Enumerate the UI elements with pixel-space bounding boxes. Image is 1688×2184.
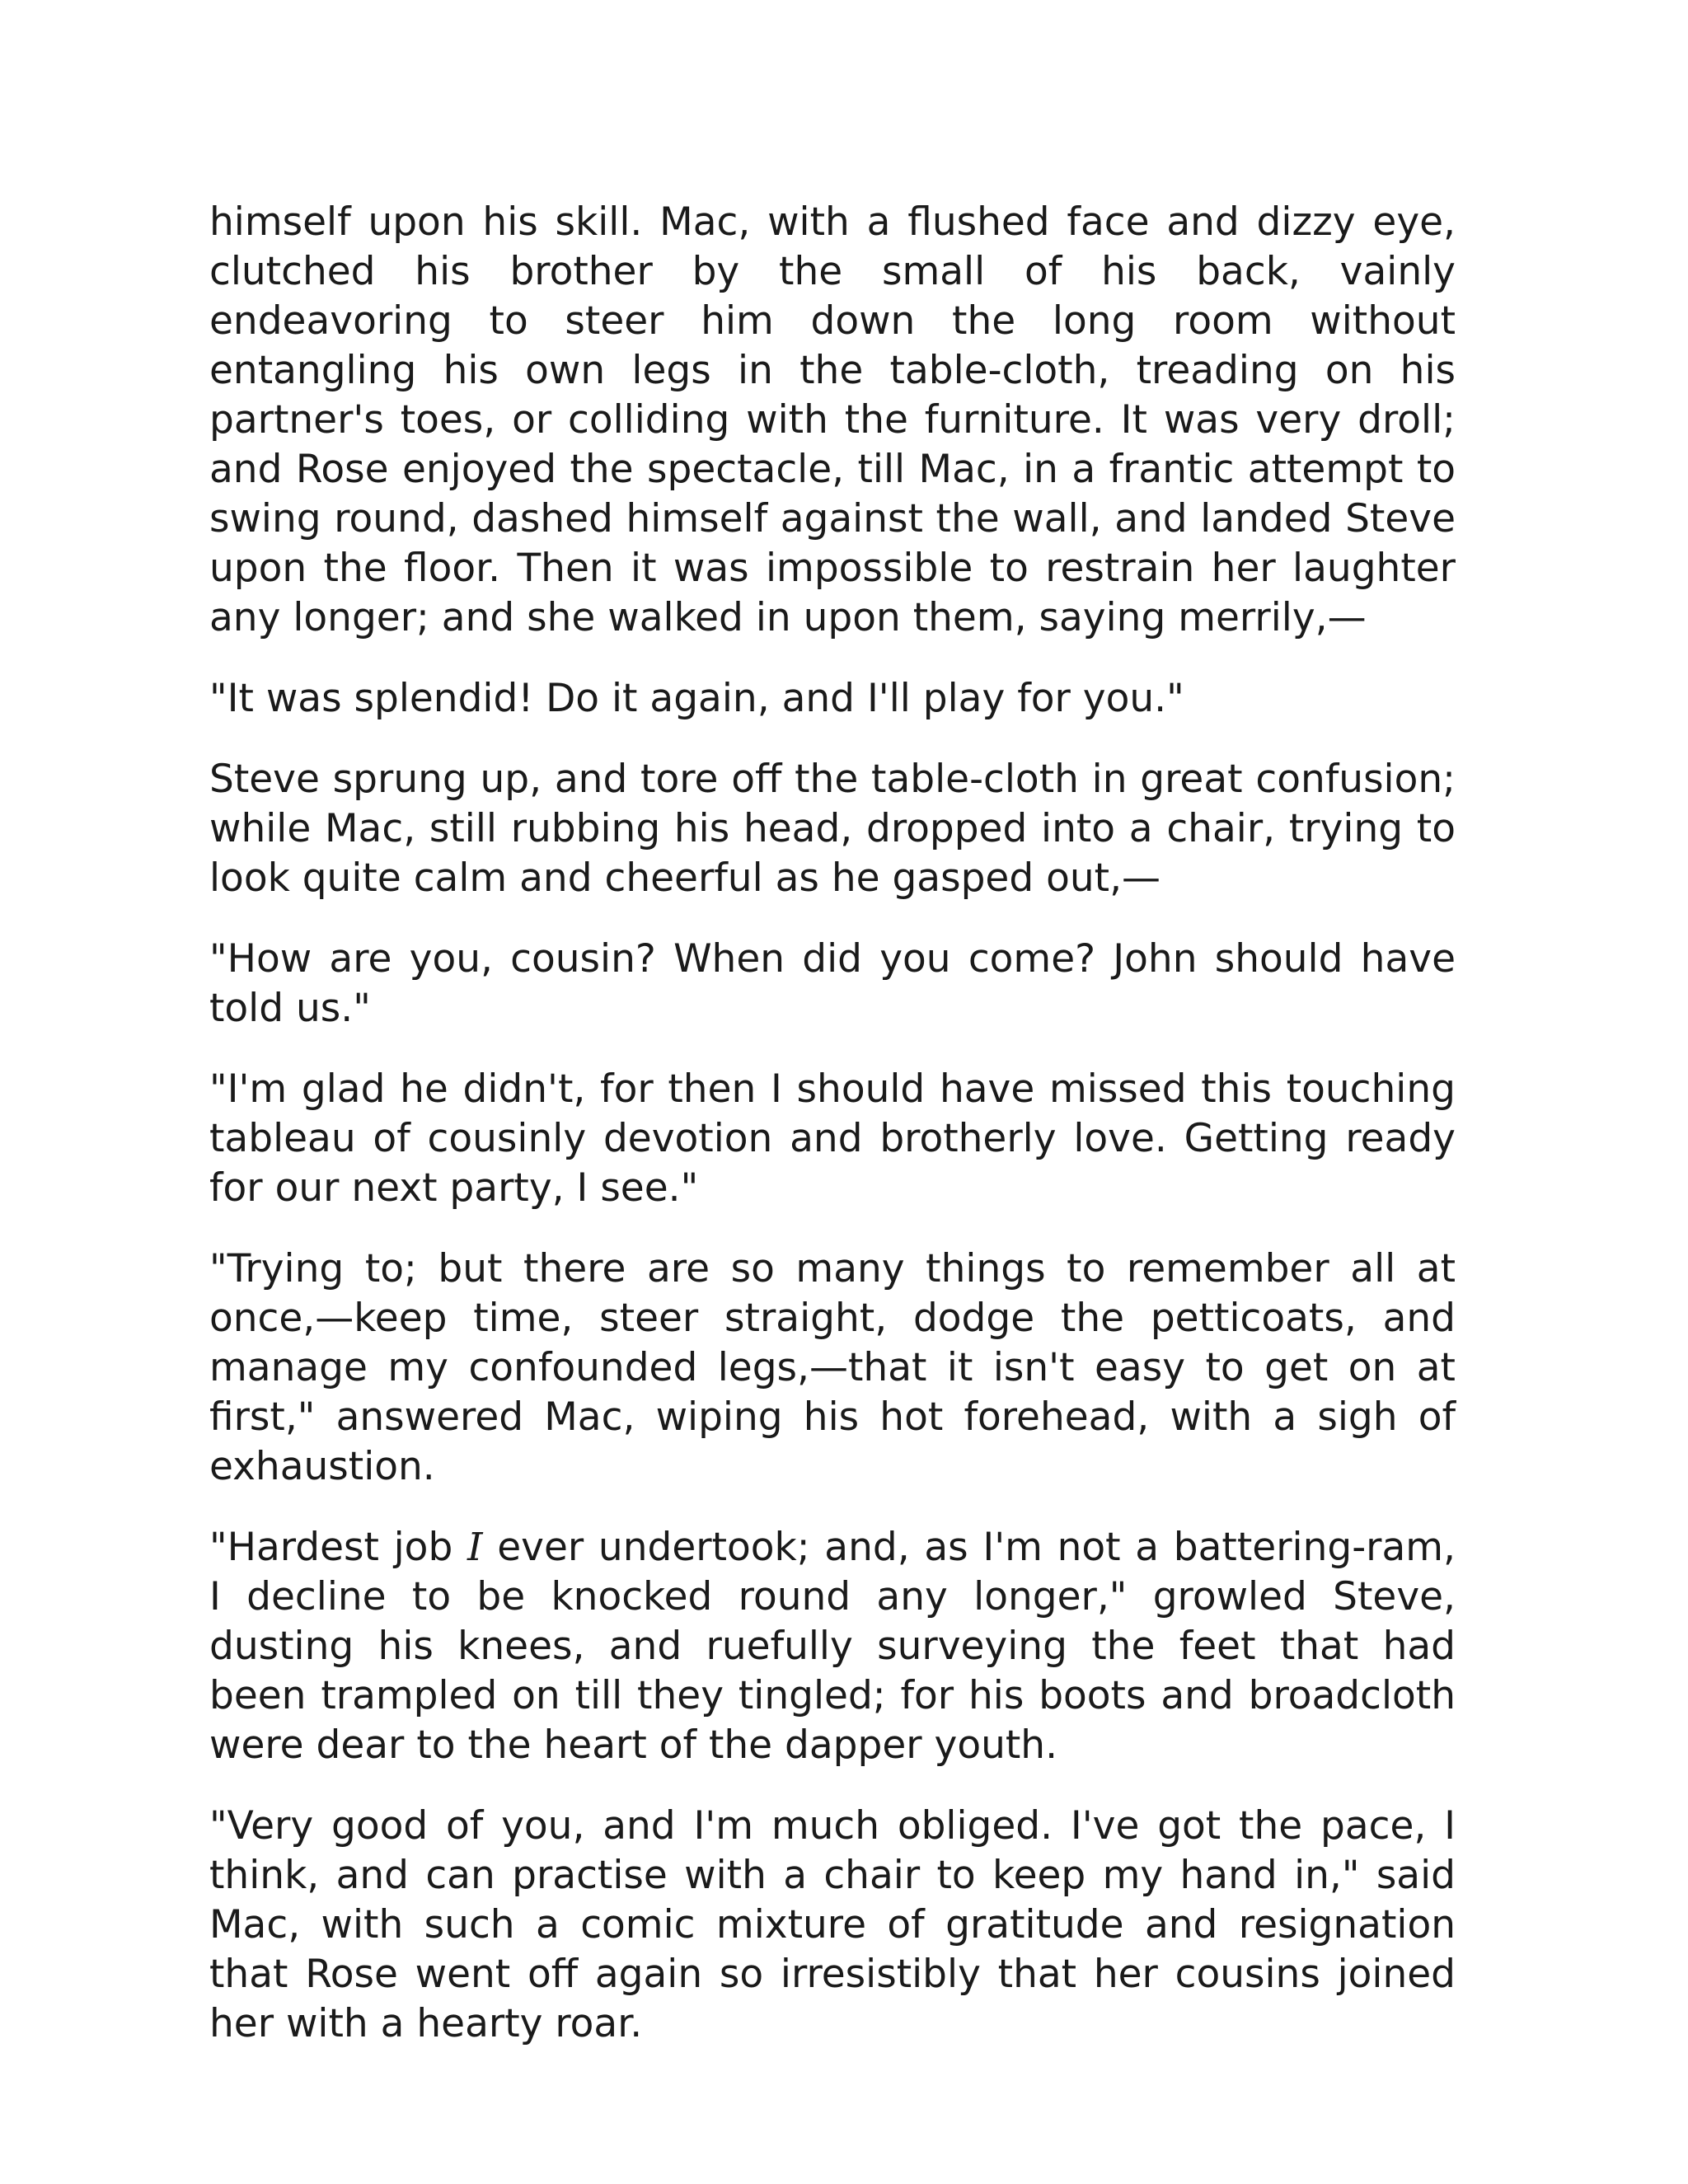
paragraph-5: "I'm glad he didn't, for then I should have missed this touching tableau of cousinly devotion and brotherly love. Getting ready for our next party, I see." <box>209 1066 1456 1211</box>
paragraph-2: "It was splendid! Do it again, and I'll play for you." <box>209 676 1184 721</box>
paragraph-1: himself upon his skill. Mac, with a flushed face and dizzy eye, clutched his brother by the small of his back, vainly endeavoring to steer him down the long room without entangling his own legs in the table-cloth, treading on his partner's toes, or colliding with the furniture. It was very droll; and Rose enjoyed the spectacle, till Mac, in a frantic attempt to swing round, dashed himself against the wall, and landed Steve upon the floor. Then it was impossible to restrain her laughter any longer; and she walked in upon them, saying merrily,— <box>209 199 1456 640</box>
paragraph-8: "Very good of you, and I'm much obliged. I've got the pace, I think, and can practise with a chair to keep my hand in," said Mac, with such a comic mixture of gratitude and resignation that Rose went off again so irresistibly that her cousins joined her with a hearty roar. <box>209 1803 1456 2046</box>
paragraph-7 <box>209 1523 1456 1770</box>
paragraph-7-emphasis: I <box>467 1525 483 1570</box>
paragraph-3: Steve sprung up, and tore off the table-cloth in great confusion; while Mac, still rubbing his head, dropped into a chair, trying to look quite calm and cheerful as he gasped out,— <box>209 757 1456 901</box>
paragraph-4: "How are you, cousin? When did you come? John should have told us." <box>209 936 1456 1031</box>
paragraph-7-after: ever undertook; and, as I'm not a battering-ram, I decline to be knocked round any longer," growled Steve, dusting his knees, and ruefully surveying the feet that had been trampled on till they tingled; for his boots and broadcloth were dear to the heart of the dapper youth. <box>209 1525 1456 1768</box>
paragraph-6: "Trying to; but there are so many things to remember all at once,—keep time, steer straight, dodge the petticoats, and manage my confounded legs,—that it isn't easy to get on at first," answered Mac, wiping his hot forehead, with a sigh of exhaustion. <box>209 1246 1456 1489</box>
paragraph-7-before: "Hardest job <box>209 1525 467 1570</box>
body-text <box>209 198 1456 2049</box>
